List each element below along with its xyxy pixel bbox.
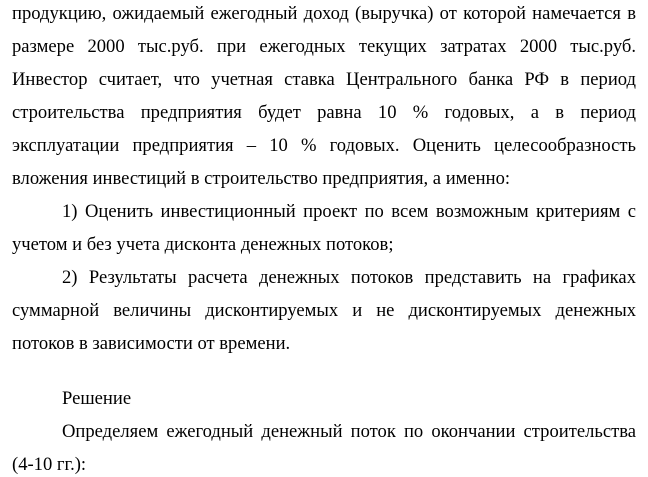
text-line: Инвестор считает, что учетная ставка Центрального банка РФ в период bbox=[12, 69, 636, 90]
text-line: 1) Оценить инвестиционный проект по всем возможным критериям с bbox=[62, 201, 636, 222]
text-line: суммарной величины дисконтируемых и не дисконтируемых денежных bbox=[12, 300, 636, 321]
text-line: Определяем ежегодный денежный поток по окончании строительства bbox=[62, 421, 636, 442]
solution-heading: Решение bbox=[62, 388, 132, 409]
text-line: потоков в зависимости от времени. bbox=[12, 333, 291, 354]
text-line: 2) Результаты расчета денежных потоков представить на графиках bbox=[62, 267, 636, 288]
text-line: размере 2000 тыс.руб. при ежегодных текущих затратах 2000 тыс.руб. bbox=[12, 36, 636, 57]
text-line: эксплуатации предприятия – 10 % годовых. Оценить целесообразность bbox=[12, 135, 636, 156]
text-line: строительства предприятия будет равна 10 % годовых, а в период bbox=[12, 102, 636, 123]
text-line: (4-10 гг.): bbox=[12, 454, 87, 475]
text-line: вложения инвестиций в строительство предприятия, а именно: bbox=[12, 168, 511, 189]
text-line: продукцию, ожидаемый ежегодный доход (выручка) от которой намечается в bbox=[12, 3, 636, 24]
text-line: учетом и без учета дисконта денежных потоков; bbox=[12, 234, 394, 255]
